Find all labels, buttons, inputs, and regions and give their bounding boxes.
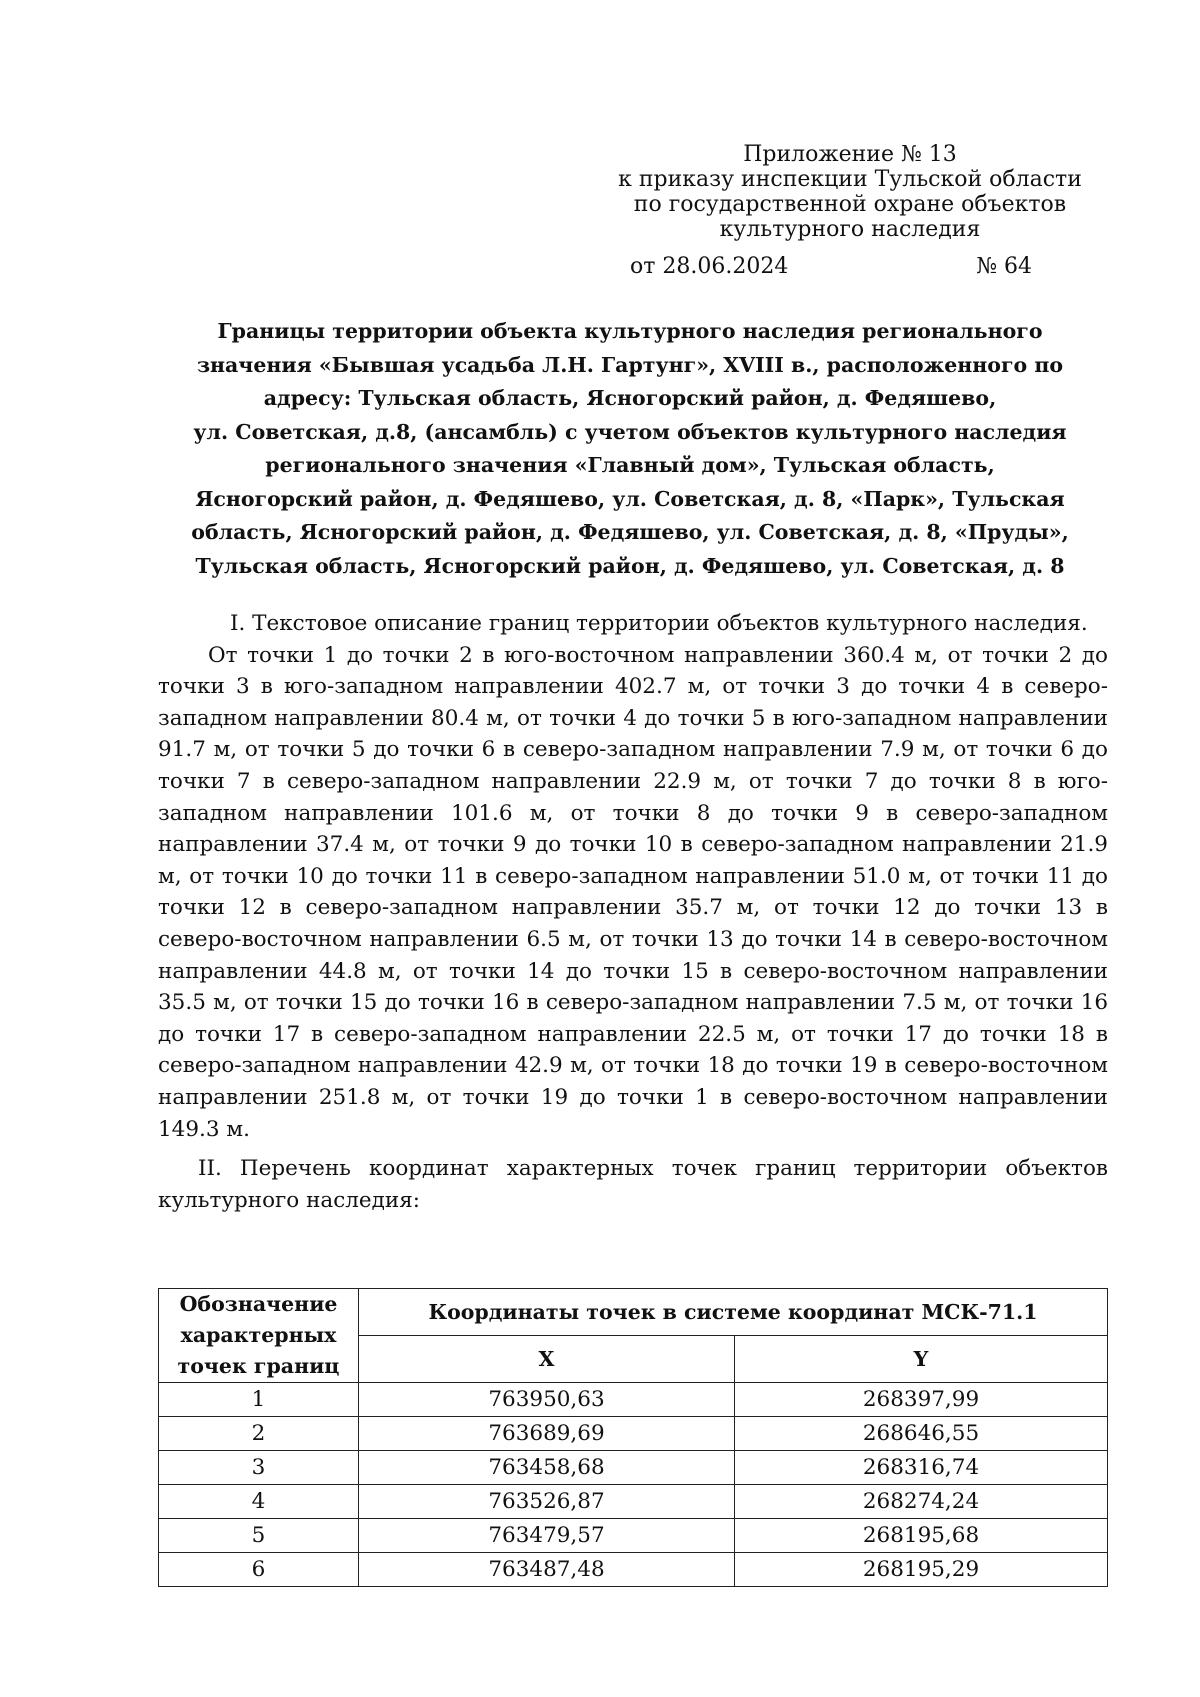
section-2-heading: II. Перечень координат характерных точек границ территории объектов культурного наследия: (158, 1156, 1108, 1213)
x-coordinate: 763458,68 (359, 1451, 735, 1485)
appendix-header (600, 142, 1100, 242)
table-row (159, 1417, 1108, 1451)
order-date: от 28.06.2024 (630, 254, 789, 279)
table-row (159, 1451, 1108, 1485)
coordinate-system-header: Координаты точек в системе координат МСК-71.1 (359, 1289, 1108, 1336)
x-coordinate: 763479,57 (359, 1519, 735, 1553)
x-coordinate: 763950,63 (359, 1383, 735, 1417)
point-number: 6 (159, 1553, 359, 1587)
appendix-line: Приложение № 13 (743, 142, 957, 167)
order-date-line (630, 254, 1050, 279)
point-number: 3 (159, 1451, 359, 1485)
table-row (159, 1553, 1108, 1587)
section-1-heading: I. Текстовое описание границ территории объектов культурного наследия. (230, 611, 1088, 636)
document-body (158, 608, 1108, 1216)
point-number: 5 (159, 1519, 359, 1553)
x-coordinate: 763487,48 (359, 1553, 735, 1587)
appendix-line: к приказу инспекции Тульской области (618, 167, 1082, 192)
y-coordinate: 268316,74 (735, 1451, 1108, 1485)
coordinates-table (158, 1288, 1108, 1587)
order-number: № 64 (976, 254, 1032, 279)
table-row (159, 1485, 1108, 1519)
x-coordinate: 763526,87 (359, 1485, 735, 1519)
x-coordinate: 763689,69 (359, 1417, 735, 1451)
document-title (150, 315, 1110, 583)
title-line: Тульская область, Ясногорский район, д. Федяшево, ул. Советская, д. 8 (195, 553, 1065, 578)
y-coordinate: 268646,55 (735, 1417, 1108, 1451)
point-designation-header: Обозначение характерных точек границ (159, 1289, 359, 1383)
y-coordinate: 268195,68 (735, 1519, 1108, 1553)
section-1-text: От точки 1 до точки 2 в юго-восточном направлении 360.4 м, от точки 2 до точки 3 в юго-западном направлении 402.7 м, от точки 3 до точки 4 в северо-западном направлении 80.4 м, от точки 4 до точки 5 в юго-западном направлении 91.7 м, от точки 5 до точки 6 в северо-западном направлении 7.9 м, от точки 6 до точки 7 в северо-западном направлении 22.9 м, от точки 7 до точки 8 в юго-западном направлении 101.6 м, от точки 8 до точки 9 в северо-западном направлении 37.4 м, от точки 9 до точки 10 в северо-западном направлении 21.9 м, от точки 10 до точки 11 в северо-западном направлении 51.0 м, от точки 11 до точки 12 в северо-западном направлении 35.7 м, от точки 12 до точки 13 в северо-восточном направлении 6.5 м, от точки 13 до точки 14 в северо-восточном направлении 44.8 м, от точки 14 до точки 15 в северо-восточном направлении 35.5 м, от точки 15 до точки 16 в северо-западном направлении 7.5 м, от точки 16 до точки 17 в северо-западном направлении 22.5 м, от точки 17 до точки 18 в северо-западном направлении 42.9 м, от точки 18 до точки 19 в северо-восточном направлении 251.8 м, от точки 19 до точки 1 в северо-восточном направлении 149.3 м. (158, 642, 1108, 1142)
point-number: 1 (159, 1383, 359, 1417)
title-line: ул. Советская, д.8, (ансамбль) с учетом объектов культурного наследия (193, 419, 1067, 444)
y-coordinate: 268397,99 (735, 1383, 1108, 1417)
title-line: адресу: Тульская область, Ясногорский район, д. Федяшево, (263, 386, 997, 410)
point-number: 4 (159, 1485, 359, 1519)
table-row (159, 1383, 1108, 1417)
title-line: Границы территории объекта культурного наследия регионального (217, 319, 1043, 343)
title-line: область, Ясногорский район, д. Федяшево, ул. Советская, д. 8, «Пруды», (191, 520, 1069, 544)
title-line: регионального значения «Главный дом», Тульская область, (265, 453, 995, 477)
y-coordinate: 268274,24 (735, 1485, 1108, 1519)
point-number: 2 (159, 1417, 359, 1451)
title-line: Ясногорский район, д. Федяшево, ул. Советская, д. 8, «Парк», Тульская (195, 486, 1065, 511)
appendix-line: культурного наследия (719, 217, 981, 242)
x-column-header: X (359, 1336, 735, 1383)
title-line: значения «Бывшая усадьба Л.Н. Гартунг», XVIII в., расположенного по (196, 352, 1064, 377)
appendix-line: по государственной охране объектов (633, 192, 1067, 217)
table-row (159, 1519, 1108, 1553)
y-column-header: Y (735, 1336, 1108, 1383)
y-coordinate: 268195,29 (735, 1553, 1108, 1587)
